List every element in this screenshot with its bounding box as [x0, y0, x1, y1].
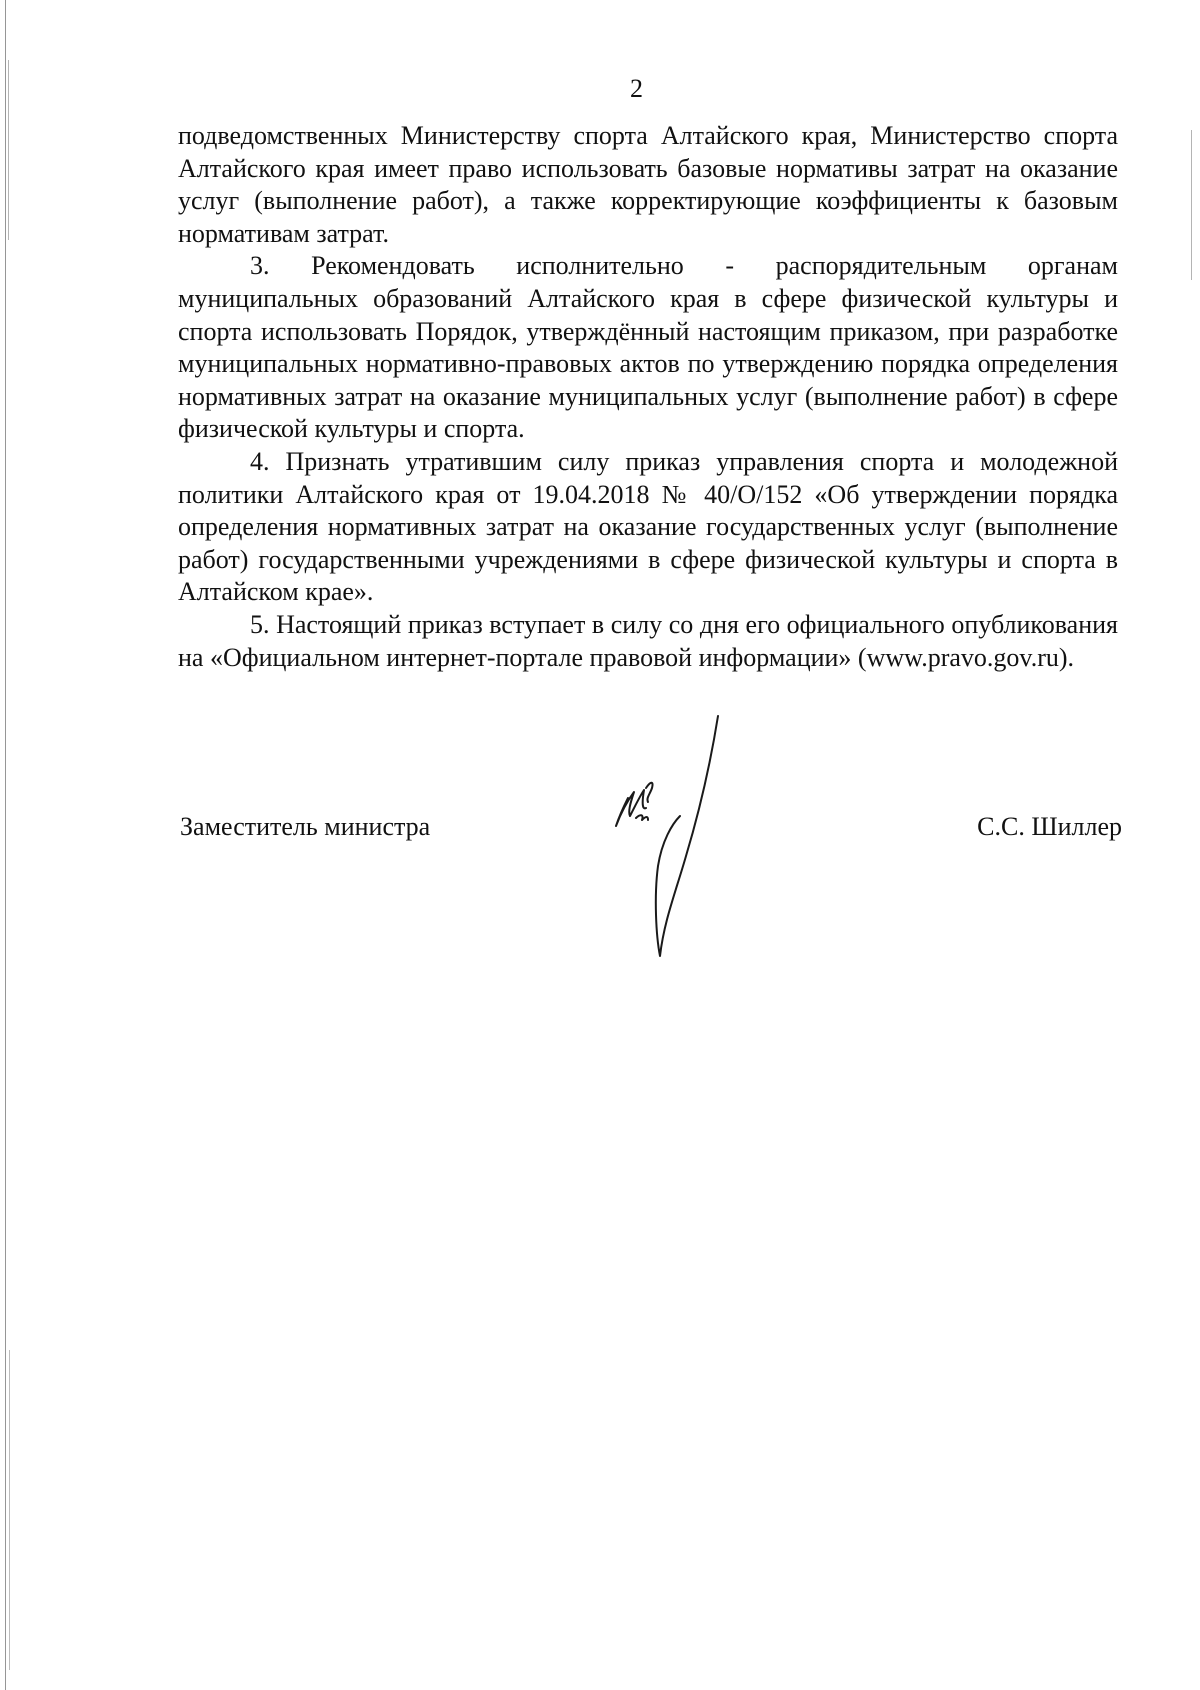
paragraph-item-4: 4. Признать утратившим силу приказ управления спорта и молодежной политики Алтайского края от 19.04.2018 № 40/О/152 «Об утверждении порядка определения нормативных затрат на оказание государственных услуг (выполнение работ) государственными учреждениями в сфере физической культуры и спорта в Алтайском крае». — [178, 446, 1118, 607]
handwritten-signature — [600, 706, 740, 966]
page-number: 2 — [630, 74, 643, 103]
document-body — [178, 120, 1118, 674]
paragraph-continuation: подведомственных Министерству спорта Алтайского края, Министерство спорта Алтайского края имеет право использовать базовые нормативы затрат на оказание услуг (выполнение работ), а также корректирующие коэффициенты к базовым нормативам затрат. — [178, 121, 1118, 248]
paragraph-item-3: 3. Рекомендовать исполнительно - распорядительным органам муниципальных образований Алтайского края в сфере физической культуры и спорта использовать Порядок, утверждённый настоящим приказом, при разработке муниципальных нормативно-правовых актов по утверждению порядка определения нормативных затрат на оказание муниципальных услуг (выполнение работ) в сфере физической культуры и спорта. — [178, 251, 1118, 444]
signatory-position: Заместитель министра — [180, 812, 431, 841]
scan-edge-line — [1191, 130, 1192, 280]
paragraph-item-5: 5. Настоящий приказ вступает в силу со дня его официального опубликования на «Официальном интернет-портале правовой информации» (www.pravo.gov.ru). — [178, 609, 1118, 672]
scan-edge-line — [5, 0, 6, 1690]
scan-edge-line — [9, 1350, 10, 1670]
signatory-name: С.С. Шиллер — [977, 812, 1122, 841]
scan-edge-line — [8, 60, 9, 240]
